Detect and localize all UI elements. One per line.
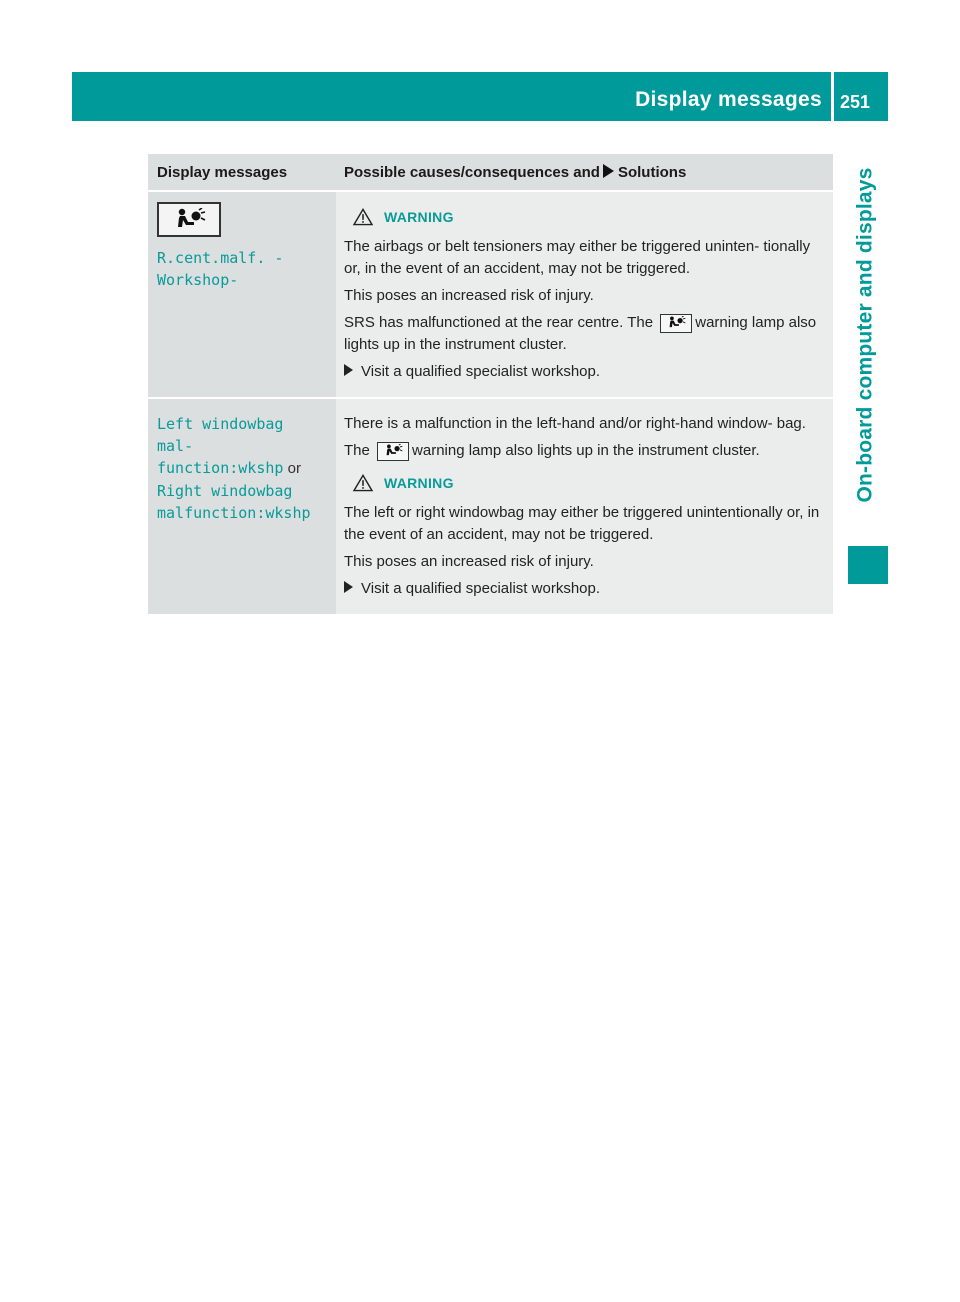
lamp-text bbox=[344, 440, 827, 462]
action-item bbox=[344, 578, 827, 600]
table-row bbox=[148, 191, 833, 398]
display-message-text: R.cent.malf. - bbox=[157, 249, 284, 267]
warning-label: WARNING bbox=[384, 209, 454, 225]
page-number: 251 bbox=[840, 92, 871, 112]
display-message-text: function:wkshp bbox=[157, 459, 284, 477]
warning-text: The left or right windowbag may either be triggered unintentionally or, in the event of an accident, may not be triggered. bbox=[344, 504, 820, 543]
airbag-warning-lamp-icon bbox=[660, 314, 692, 333]
risk-text: This poses an increased risk of injury. bbox=[344, 553, 594, 570]
lamp-text-after: warning lamp also lights up in the instrument cluster. bbox=[412, 442, 760, 459]
column-header-solutions bbox=[336, 154, 833, 191]
display-message-text: Left windowbag mal‐ bbox=[157, 415, 284, 455]
solutions-arrow-icon bbox=[603, 164, 614, 178]
warning-heading bbox=[344, 206, 827, 228]
srs-text bbox=[344, 312, 827, 356]
action-item bbox=[344, 361, 827, 383]
warning-label: WARNING bbox=[384, 475, 454, 491]
or-word: or bbox=[287, 460, 301, 477]
action-text: Visit a qualified specialist workshop. bbox=[361, 363, 601, 380]
warning-triangle-icon bbox=[352, 208, 374, 226]
action-arrow-icon bbox=[344, 581, 353, 593]
display-message-text: malfunction:wkshp bbox=[157, 504, 311, 522]
display-message-text: Workshop- bbox=[157, 271, 239, 289]
warning-heading bbox=[344, 472, 827, 494]
risk-text: This poses an increased risk of injury. bbox=[344, 287, 594, 304]
action-arrow-icon bbox=[344, 364, 353, 376]
column-header-display: Display messages bbox=[148, 154, 336, 191]
cause-text: There is a malfunction in the left-hand and/or right-hand window- bag. bbox=[344, 415, 806, 432]
display-message-cell bbox=[148, 191, 336, 398]
srs-text-after: warning lamp also lights up in the instrument cluster. bbox=[344, 314, 817, 353]
srs-text-before: SRS has malfunctioned at the rear centre. The bbox=[344, 314, 654, 331]
warning-text: The airbags or belt tensioners may either be triggered uninten- tionally or, in the event of an accident, may not be triggered. bbox=[344, 238, 811, 277]
airbag-warning-lamp-icon bbox=[377, 442, 409, 461]
solution-cell bbox=[336, 398, 833, 614]
header-separator bbox=[831, 72, 834, 121]
lamp-text-before: The bbox=[344, 442, 370, 459]
warning-triangle-icon bbox=[352, 474, 374, 492]
display-message-text: Right windowbag bbox=[157, 482, 293, 500]
display-messages-table bbox=[148, 154, 833, 614]
action-text: Visit a qualified specialist workshop. bbox=[361, 580, 601, 597]
column-header-solutions-suffix: Solutions bbox=[617, 163, 687, 181]
side-tab-label: On-board computer and displays bbox=[854, 167, 877, 503]
side-tab-marker bbox=[848, 546, 888, 584]
column-header-solutions-prefix: Possible causes/consequences and bbox=[344, 163, 600, 181]
display-message-cell bbox=[148, 398, 336, 614]
page-title: Display messages bbox=[635, 88, 822, 111]
airbag-warning-lamp-icon bbox=[157, 202, 221, 237]
table-header-row bbox=[148, 154, 833, 191]
solution-cell bbox=[336, 191, 833, 398]
side-tab bbox=[847, 130, 885, 540]
table-row bbox=[148, 398, 833, 614]
